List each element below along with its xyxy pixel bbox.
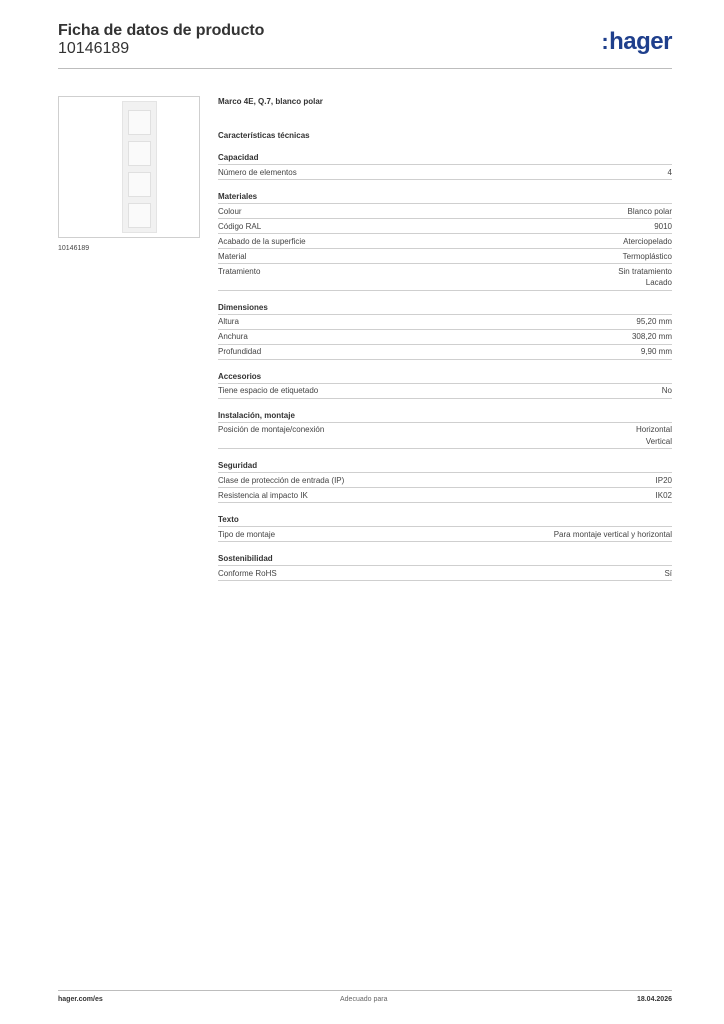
- spec-value: [641, 346, 672, 358]
- spec-row: [218, 264, 672, 291]
- section-title: Materiales: [218, 191, 672, 204]
- spec-label: Posición de montaje/conexión: [218, 425, 325, 434]
- frame-window: [128, 203, 151, 228]
- spec-section: [218, 152, 672, 180]
- image-caption: 10146189: [58, 245, 90, 252]
- spec-value: [668, 167, 672, 179]
- section-title: Capacidad: [218, 152, 672, 165]
- spec-value-line: Sin tratamiento: [618, 266, 672, 276]
- product-image: [58, 96, 200, 238]
- spec-value-line: IK02: [655, 490, 672, 500]
- spec-section: [218, 514, 672, 542]
- spec-label: Conforme RoHS: [218, 568, 277, 578]
- spec-value-line: Lacado: [645, 278, 672, 287]
- spec-label: Clase de protección de entrada (IP): [218, 475, 345, 485]
- spec-value: [554, 529, 672, 541]
- spec-row: [218, 234, 672, 249]
- spec-label: Anchura: [218, 332, 248, 341]
- logo-colon-mark: :: [601, 29, 609, 54]
- spec-label: Material: [218, 251, 247, 261]
- product-name: Marco 4E, Q.7, blanco polar: [218, 97, 323, 106]
- section-title: Accesorios: [218, 371, 672, 384]
- spec-value-line: 308,20 mm: [631, 332, 672, 341]
- hager-logo: [601, 28, 672, 56]
- spec-label: Tipo de montaje: [218, 529, 276, 539]
- spec-row: [218, 165, 672, 180]
- header-divider: [58, 68, 672, 69]
- spec-value: [656, 475, 672, 487]
- spec-row: [218, 249, 672, 264]
- spec-row: [218, 473, 672, 488]
- section-title: Dimensiones: [218, 302, 672, 315]
- logo-wordmark: hager: [609, 28, 672, 55]
- spec-value: [628, 206, 672, 218]
- spec-value: [632, 331, 672, 343]
- footer-date: 18.04.2026: [636, 996, 672, 1003]
- spec-value-line: 4: [667, 167, 672, 177]
- spec-value-line: 9010: [654, 221, 672, 231]
- spec-value-line: Vertical: [645, 436, 672, 446]
- spec-value: [636, 316, 672, 328]
- spec-label: Acabado de la superficie: [218, 236, 306, 246]
- frame-window: [128, 110, 151, 135]
- spec-label: Profundidad: [218, 347, 262, 356]
- spec-value: [636, 424, 672, 447]
- spec-value-line: Horizontal: [635, 425, 672, 434]
- section-title: Texto: [218, 514, 672, 527]
- spec-row: [218, 527, 672, 542]
- spec-label: Tiene espacio de etiquetado: [218, 386, 319, 395]
- spec-section: [218, 460, 672, 503]
- spec-section: [218, 371, 672, 399]
- frame-window: [128, 172, 151, 197]
- spec-section: [218, 410, 672, 450]
- section-title: Sostenibilidad: [218, 553, 672, 566]
- footer-website: hager.com/es: [58, 996, 103, 1003]
- spec-value-line: Sí: [664, 568, 672, 578]
- section-title: Instalación, montaje: [218, 410, 672, 423]
- spec-row: [218, 315, 672, 330]
- spec-label: Número de elementos: [218, 167, 297, 177]
- spec-panel: [218, 96, 672, 581]
- spec-value-line: No: [661, 386, 672, 395]
- spec-value-line: Termoplástico: [622, 251, 672, 261]
- spec-label: Resistencia al impacto IK: [218, 490, 308, 500]
- spec-label: Código RAL: [218, 221, 262, 231]
- spec-value-line: Para montaje vertical y horizontal: [553, 529, 672, 539]
- page-header: [58, 20, 672, 70]
- spec-value-line: 9,90 mm: [640, 347, 672, 356]
- spec-value-line: Aterciopelado: [623, 236, 672, 246]
- frame-plate-illustration: [122, 101, 157, 233]
- footer-divider: [58, 990, 672, 991]
- section-title: Seguridad: [218, 460, 672, 473]
- tech-specs-heading: Características técnicas: [218, 131, 310, 140]
- spec-row: [218, 330, 672, 345]
- spec-sections: [218, 152, 672, 581]
- spec-value: [662, 385, 672, 397]
- spec-label: Colour: [218, 206, 242, 216]
- page-footer: [58, 996, 672, 1010]
- spec-row: [218, 384, 672, 399]
- spec-value: [654, 221, 672, 233]
- spec-row: [218, 566, 672, 581]
- spec-value-line: Blanco polar: [627, 206, 672, 216]
- spec-value: [623, 236, 672, 248]
- spec-row: [218, 345, 672, 360]
- spec-row: [218, 219, 672, 234]
- spec-section: [218, 302, 672, 360]
- spec-label: Tratamiento: [218, 266, 261, 276]
- document-product-code: 10146189: [58, 40, 130, 57]
- spec-value: [656, 490, 672, 502]
- spec-value-line: 95,20 mm: [636, 317, 672, 326]
- spec-section: [218, 191, 672, 291]
- spec-value: [623, 251, 672, 263]
- frame-window: [128, 141, 151, 166]
- spec-section: [218, 553, 672, 581]
- spec-row: [218, 204, 672, 219]
- spec-value: [618, 266, 672, 289]
- spec-row: [218, 488, 672, 503]
- spec-label: Altura: [218, 317, 239, 326]
- spec-value: [664, 568, 672, 580]
- footer-suitable-for: Adecuado para: [340, 996, 388, 1003]
- spec-row: [218, 423, 672, 450]
- document-title: Ficha de datos de producto: [58, 22, 265, 39]
- spec-value-line: IP20: [655, 475, 672, 485]
